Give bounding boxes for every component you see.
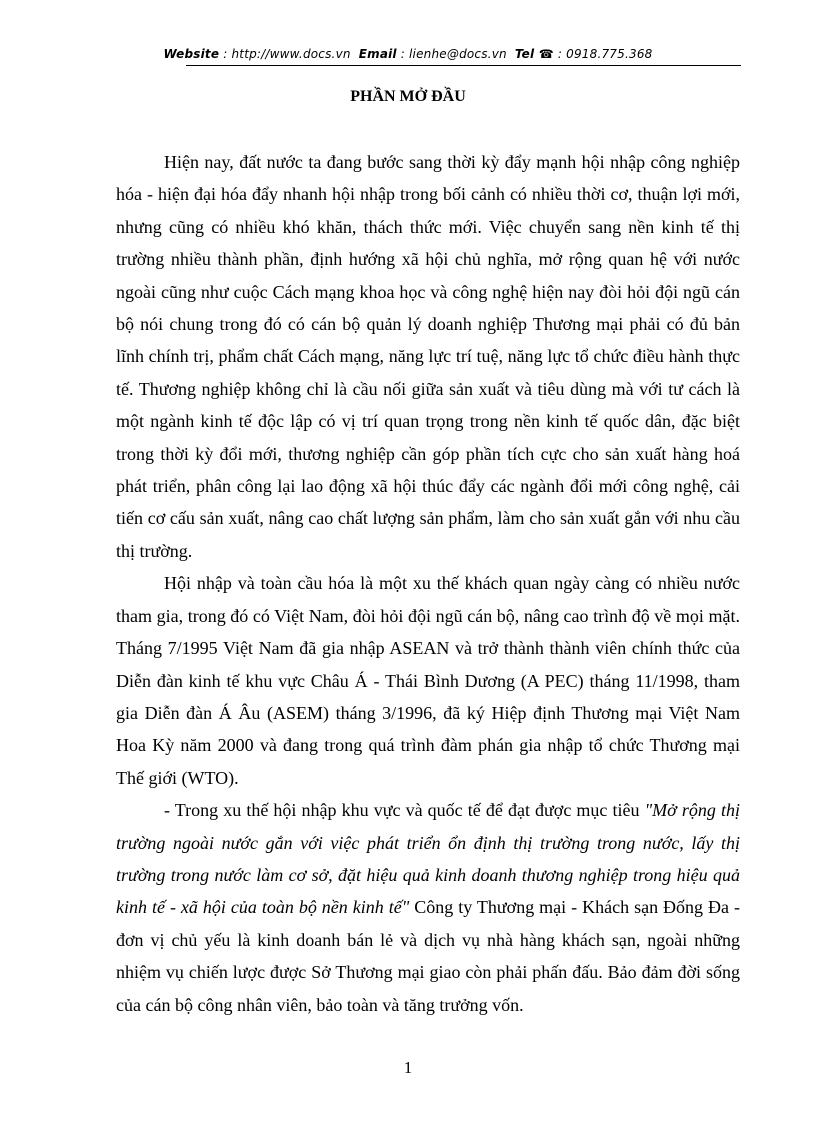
paragraph-company [116, 794, 740, 1021]
page-header [0, 47, 816, 61]
paragraph-integration: Hội nhập và toàn cầu hóa là một xu thế khách quan ngày càng có nhiều nước tham gia, trong đó có Việt Nam, đòi hỏi đội ngũ cán bộ, nâng cao trình độ về mọi mặt. Tháng 7/1995 Việt Nam đã gia nhập ASEAN và trở thành thành viên chính thức của Diễn đàn kinh tế khu vực Châu Á - Thái Bình Dương (A PEC) tháng 11/1998, tham gia Diễn đàn Á Âu (ASEM) tháng 3/1996, đã ký Hiệp định Thương mại Việt Nam Hoa Kỳ năm 2000 và đang trong quá trình đàm phán gia nhập tổ chức Thương mại Thế giới (WTO). [116, 573, 740, 788]
document-body [116, 146, 740, 1021]
goal-quote: "Mở rộng thị trường ngoài nước gắn với việc phát triển ổn định thị trường trong nước, lấy thị trường trong nước làm cơ sở, đặt hiệu quả kinh doanh thương nghiệp trong hiệu quả kinh tế - xã hội của toàn bộ nền kinh tế" [116, 800, 740, 918]
email-label: Email [358, 47, 397, 61]
website-label: Website [163, 47, 220, 61]
tel-label: Tel ☎ [514, 47, 554, 61]
website-value: : http://www.docs.vn [219, 47, 351, 61]
tel-value: : 0918.775.368 [553, 47, 653, 61]
paragraph-company-prefix: - Trong xu thế hội nhập khu vực và quốc tế để đạt được mục tiêu [164, 800, 645, 821]
paragraph-intro: Hiện nay, đất nước ta đang bước sang thời kỳ đẩy mạnh hội nhập công nghiệp hóa - hiện đại hóa đẩy nhanh hội nhập trong bối cảnh có nhiều thời cơ, thuận lợi mới, nhưng cũng có nhiều khó khăn, thách thức mới. Việc chuyển sang nền kinh tế thị trường nhiều thành phần, định hướng xã hội chủ nghĩa, mở rộng quan hệ với nước ngoài cũng như cuộc Cách mạng khoa học và công nghệ hiện nay đòi hỏi đội ngũ cán bộ nói chung trong đó có cán bộ quản lý doanh nghiệp Thương mại phải có đủ bản lĩnh chính trị, phẩm chất Cách mạng, năng lực trí tuệ, năng lực tổ chức điều hành thực tế. Thương nghiệp không chỉ là cầu nối giữa sản xuất và tiêu dùng mà với tư cách là một ngành kinh tế độc lập có vị trí quan trọng trong nền kinh tế quốc dân, đặc biệt trong thời kỳ đổi mới, thương nghiệp cần góp phần tích cực cho sản xuất hàng hoá phát triển, phân công lại lao động xã hội thúc đẩy các ngành đổi mới công nghệ, cải tiến cơ cấu sản xuất, nâng cao chất lượng sản phẩm, làm cho sản xuất gắn với nhu cầu thị trường. [116, 152, 740, 561]
header-divider [186, 65, 741, 66]
email-value: : lienhe@docs.vn [396, 47, 507, 61]
page-number: 1 [403, 1058, 413, 1077]
paragraph-company-suffix: Công ty Thương mại - Khách sạn Đống Đa - đơn vị chủ yếu là kinh doanh bán lẻ và dịch vụ nhà hàng khách sạn, ngoài những nhiệm vụ chiến lược được Sở Thương mại giao còn phải phấn đấu. Bảo đảm đời sống của cán bộ công nhân viên, bảo toàn và tăng trưởng vốn. [116, 897, 740, 1015]
section-title: PHẦN MỞ ĐẦU [350, 88, 466, 105]
